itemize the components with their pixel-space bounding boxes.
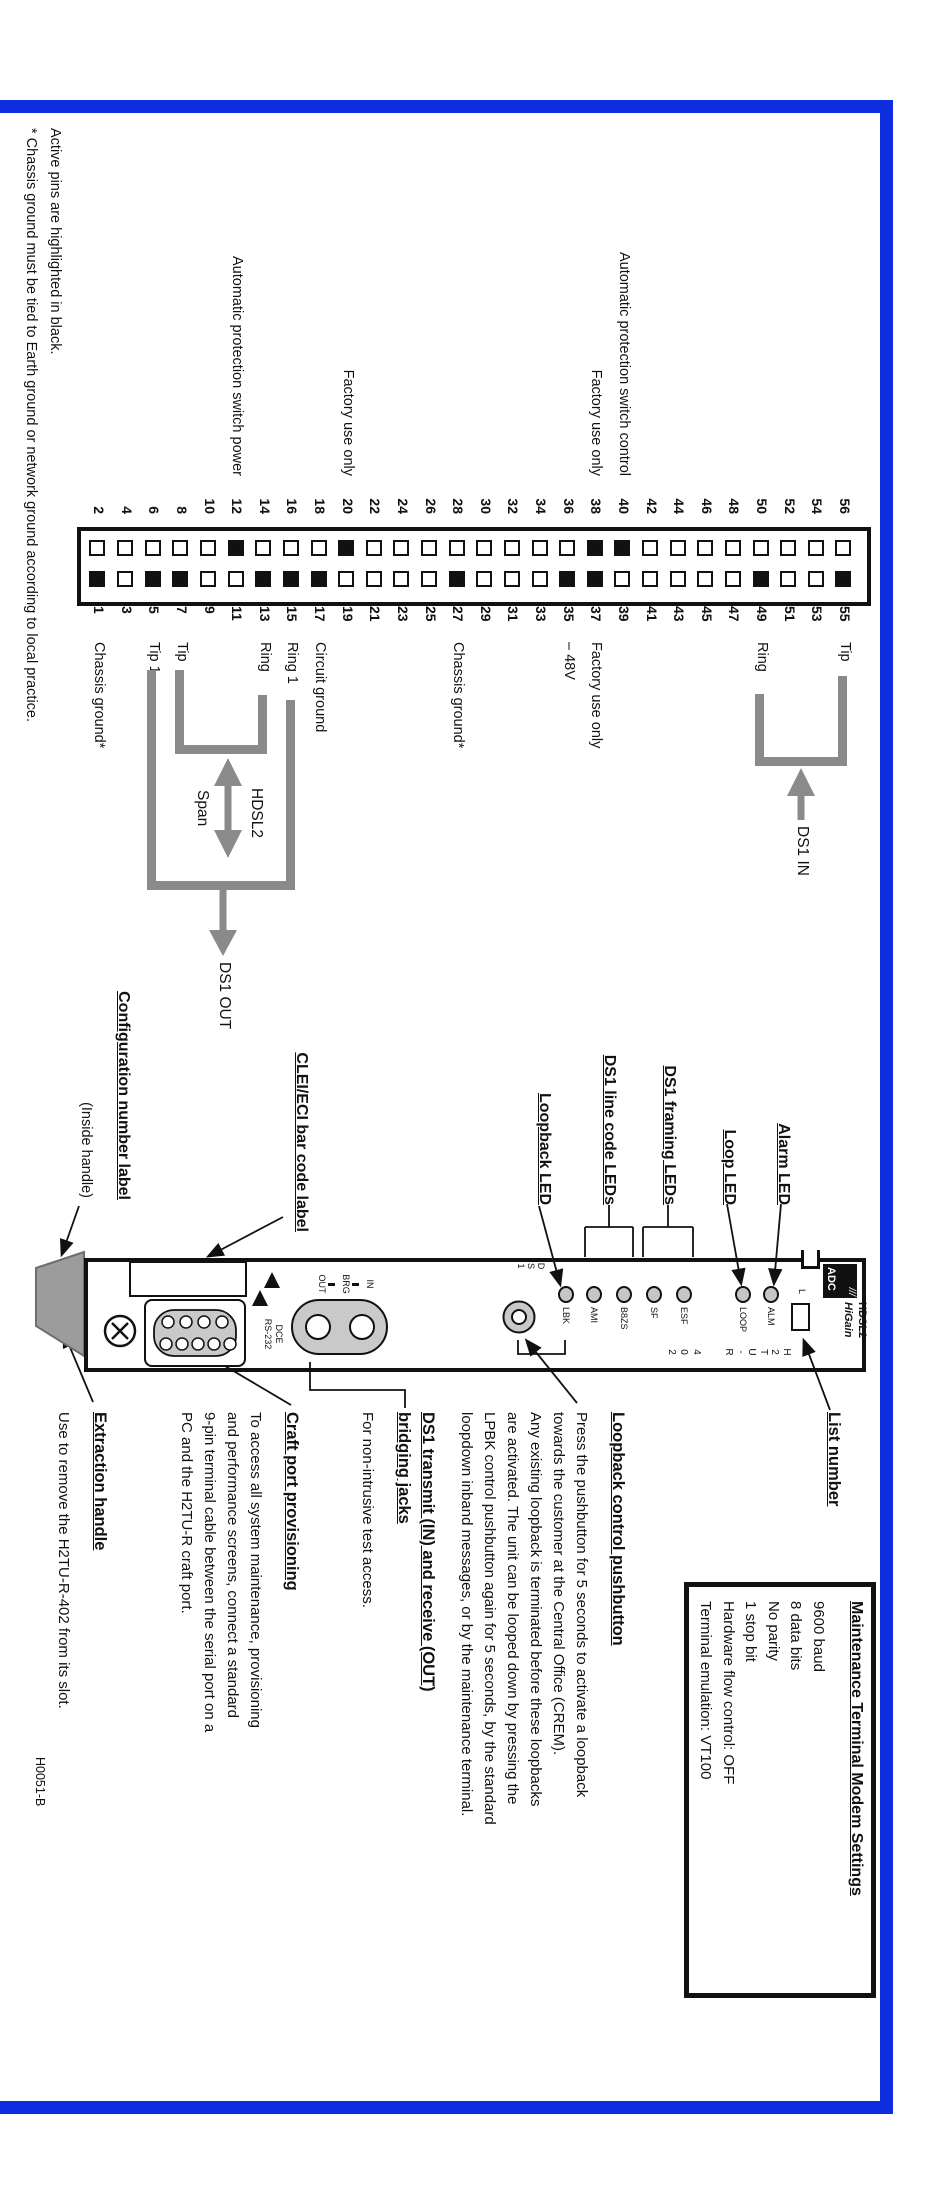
modem-setting-1: 8 data bits: [787, 1601, 805, 1671]
block-loopback: [455, 1412, 630, 1825]
pin-number-39: 39: [615, 606, 632, 622]
pin-number-40: 40: [615, 498, 632, 514]
brand-line-bottom: HiGain: [842, 1302, 854, 1338]
pin-number-53: 53: [809, 606, 826, 622]
jack-out-hole: [306, 1315, 330, 1339]
pin-number-20: 20: [339, 498, 356, 514]
hdsl2-span-bracket: [180, 670, 263, 750]
pin-number-33: 33: [533, 606, 550, 622]
model-char-2: T: [757, 1348, 769, 1356]
ds1-in-label: DS1 IN: [794, 826, 811, 876]
model-char-5: R: [723, 1348, 734, 1356]
led-label-lbk: LBK: [561, 1307, 571, 1325]
led-label-loop: LOOP: [738, 1307, 748, 1333]
modem-setting-0: 9600 baud: [810, 1601, 827, 1672]
loop-led-arrow: [727, 1204, 741, 1283]
ds1-out-label: DS1 OUT: [216, 962, 233, 1030]
ds1-in-bracket: [760, 676, 843, 762]
pin-number-27: 27: [450, 606, 467, 622]
led-label-sf: SF: [649, 1307, 659, 1319]
pin-number-36: 36: [560, 498, 577, 514]
pin-label-38: Factory use only: [588, 369, 605, 476]
led-lbk: [558, 1286, 574, 1303]
span-arrowhead-right: [214, 830, 242, 858]
pin-number-34: 34: [533, 498, 550, 514]
pin-number-30: 30: [477, 498, 494, 514]
ds1-in-arrowhead: [787, 768, 815, 796]
pin-number-9: 9: [201, 606, 218, 614]
led-esf: [676, 1286, 692, 1303]
loopback-button-arrow: [527, 1341, 577, 1403]
led-ami: [586, 1286, 602, 1303]
jack-label-divider-1: [329, 1283, 336, 1286]
pin-number-29: 29: [477, 606, 494, 622]
block-list_number-heading-0: List number: [825, 1412, 843, 1507]
pin-number-25: 25: [422, 606, 439, 622]
modem-setting-5: Terminal emulation: VT100: [697, 1601, 715, 1780]
pin-label-27: Chassis ground*: [450, 642, 467, 749]
callout-alarm-led: Alarm LED: [775, 1123, 792, 1205]
block-ds1jacks-heading-0: DS1 transmit (IN) and receive (OUT): [419, 1412, 437, 1692]
ds1-char-2: 1: [516, 1263, 526, 1269]
led-sf: [646, 1286, 662, 1303]
config-label-arrow: [62, 1206, 79, 1254]
callout-inside-handle: (Inside handle): [78, 1102, 94, 1198]
footnote-active-pins: Active pins are highlighted in black.: [47, 128, 63, 355]
pin-number-49: 49: [754, 606, 771, 622]
pin-label-17: Circuit ground: [312, 642, 329, 733]
span-label: Span: [194, 790, 211, 827]
pin-label-13: Ring: [256, 642, 273, 672]
callout-configuration-number-label: Configuration number label: [115, 991, 132, 1200]
modem-setting-2: No parity: [765, 1601, 782, 1662]
pin-number-11: 11: [229, 606, 246, 621]
block-craft: [175, 1412, 304, 1732]
callout-loop-led: Loop LED: [721, 1129, 738, 1205]
pin-label-12: Automatic protection switch power: [229, 255, 246, 476]
pin-number-21: 21: [367, 606, 384, 622]
pin-number-52: 52: [781, 498, 798, 514]
ds1-char-0: D: [536, 1262, 546, 1270]
pin-number-23: 23: [394, 606, 411, 622]
pin-number-31: 31: [505, 606, 522, 622]
pin-label-1: Chassis ground*: [91, 642, 107, 749]
block-loopback-line-3: are activated. The unit can be looped down by pressing the: [504, 1412, 521, 1805]
pin-number-14: 14: [256, 498, 273, 514]
pin-number-7: 7: [173, 606, 190, 614]
pin-number-37: 37: [588, 606, 605, 622]
pin-label-5: Tip 1: [146, 642, 163, 674]
pin-number-3: 3: [118, 606, 135, 614]
list-number-window: [791, 1303, 810, 1331]
model-char-4: -: [734, 1350, 746, 1354]
block-loopback-line-0: Press the pushbutton for 5 seconds to activate a loopback: [573, 1412, 590, 1798]
block-craft-heading-0: Craft port provisioning: [283, 1412, 301, 1591]
callout-loopback-led: Loopback LED: [536, 1092, 553, 1205]
jack-label-divider-0: [353, 1283, 360, 1286]
model-char-3: U: [746, 1348, 758, 1356]
led-alm: [763, 1286, 779, 1303]
pin-number-45: 45: [698, 606, 715, 622]
pin-number-32: 32: [505, 498, 522, 514]
jack-in-hole: [350, 1315, 374, 1339]
adc-logo-text: ADC: [825, 1267, 837, 1291]
hdsl2-label: HDSL2: [248, 788, 265, 838]
model-char-0: H: [781, 1348, 792, 1356]
modem-setting-3: 1 stop bit: [742, 1601, 760, 1662]
ds1-out-arrowhead: [209, 930, 237, 956]
block-loopback-line-5: loopdown inband messages, or by the maintenance terminal.: [458, 1412, 475, 1817]
block-craft-line-0: To access all system maintenance, provisioning: [247, 1412, 264, 1728]
pin-label-55: Tip: [837, 642, 853, 662]
model-char-1: 2: [769, 1349, 781, 1355]
pin-number-38: 38: [588, 498, 605, 514]
listnum-char-1: 0: [678, 1349, 690, 1355]
pin-label-35: – 48V: [560, 642, 577, 680]
block-craft-line-2: 9-pin terminal cable between the serial port on a: [201, 1412, 218, 1733]
jack-label-brg: BRG: [341, 1274, 351, 1294]
led-b8zs: [616, 1286, 632, 1303]
pin-number-13: 13: [256, 606, 273, 622]
adc-logo-slashes: ///: [846, 1287, 857, 1296]
adc-logo: [823, 1264, 857, 1298]
pin-number-22: 22: [367, 498, 384, 514]
footnote-chassis-ground: * Chassis ground must be tied to Earth ground or network ground according to local practice.: [23, 128, 39, 723]
esd-warning-icon-1: [264, 1272, 280, 1288]
block-loopback-heading-0: Loopback control pushbutton: [609, 1412, 627, 1646]
pin-number-4: 4: [118, 506, 135, 514]
pin-number-51: 51: [781, 606, 798, 622]
pin-number-47: 47: [726, 606, 743, 622]
pin-number-5: 5: [146, 606, 163, 614]
pin-number-15: 15: [284, 606, 301, 622]
brand-line-top: HDSL2: [856, 1302, 868, 1339]
pin-label-15: Ring 1: [284, 642, 301, 684]
pin-number-1: 1: [91, 606, 107, 614]
led-loop: [735, 1286, 751, 1303]
pin-label-40: Automatic protection switch control: [615, 251, 632, 476]
callout-ds1-linecode-leds: DS1 line code LEDs: [601, 1054, 618, 1205]
alarm-led-arrow: [774, 1204, 781, 1283]
pin-label-7: Tip: [173, 642, 190, 662]
modem-setting-4: Hardware flow control: OFF: [720, 1601, 737, 1785]
dce-label: DCE: [274, 1324, 284, 1344]
jack-label-in: IN: [365, 1279, 375, 1289]
lbk-group-bracket: [518, 1340, 565, 1354]
loopback-pushbutton-center: [512, 1310, 526, 1324]
pin-number-55: 55: [837, 606, 853, 622]
block-loopback-line-4: LPBK control pushbutton again for 5 seconds, by the standard: [481, 1412, 498, 1825]
block-extraction-line-0: Use to remove the H2TU-R-402 from its slot.: [55, 1412, 72, 1709]
block-craft-line-1: and performance screens, connect a standard: [224, 1412, 241, 1719]
span-arrowhead-left: [214, 758, 242, 786]
pin-number-17: 17: [312, 606, 329, 622]
pin-number-18: 18: [312, 498, 329, 514]
extraction-handle-shape: [36, 1252, 84, 1356]
pin-number-46: 46: [698, 498, 715, 514]
led-label-alm: ALM: [766, 1307, 776, 1326]
pin-number-43: 43: [671, 606, 688, 622]
pin-number-6: 6: [146, 506, 163, 514]
led-label-b8zs: B8ZS: [619, 1307, 629, 1330]
block-loopback-line-1: towards the customer at the Central Office (CREM).: [550, 1412, 567, 1756]
esd-warning-icon-2: [252, 1290, 268, 1306]
pin-number-41: 41: [643, 606, 660, 622]
led-label-esf: ESF: [679, 1307, 689, 1325]
pin-label-37: Factory use only: [588, 642, 605, 749]
linecode-leds-bracket: [585, 1205, 633, 1257]
modem-settings-box: [684, 1582, 876, 1998]
pin-number-35: 35: [560, 606, 577, 622]
clei-barcode-label-blank: [129, 1261, 247, 1297]
faceplate-notch: [801, 1250, 820, 1269]
listnum-char-0: 4: [691, 1349, 702, 1355]
pin-number-24: 24: [394, 498, 411, 514]
drawing-number: H0051-B: [33, 1757, 47, 1807]
block-extraction-heading-0: Extraction handle: [91, 1412, 109, 1551]
pin-number-54: 54: [809, 498, 826, 514]
block-extraction: [52, 1412, 112, 1709]
pin-number-42: 42: [643, 498, 660, 514]
list-letter: L: [797, 1289, 807, 1295]
faceplate-bottom-cap: [84, 1258, 88, 1372]
ds1-char-1: S: [526, 1262, 536, 1269]
block-list_number: [822, 1412, 846, 1506]
list-number-arrow: [804, 1341, 830, 1410]
pin-number-44: 44: [671, 498, 688, 514]
block-craft-line-3: PC and the H2TU-R craft port.: [178, 1412, 195, 1614]
jack-label-out: OUT: [317, 1274, 327, 1294]
led-label-ami: AMI: [589, 1307, 599, 1324]
block-ds1jacks-heading-1: bridging jacks: [395, 1412, 413, 1524]
pin-number-19: 19: [339, 606, 356, 622]
pin-number-12: 12: [229, 498, 246, 514]
listnum-char-2: 2: [666, 1349, 677, 1355]
block-loopback-line-2: Any existing loopback is terminated before these loopbacks: [527, 1412, 544, 1807]
pin-label-20: Factory use only: [339, 369, 356, 476]
pin-number-48: 48: [726, 498, 743, 514]
block-ds1jacks: [356, 1412, 440, 1692]
rs232-label: RS-232: [263, 1318, 273, 1350]
callout-ds1-framing-leds: DS1 framing LEDs: [661, 1065, 678, 1205]
pin-number-2: 2: [91, 506, 107, 514]
callout-clei-barcode-label: CLEI/ECI bar code label: [293, 1052, 310, 1232]
framing-leds-bracket: [643, 1205, 693, 1257]
pin-number-26: 26: [422, 498, 439, 514]
pin-number-10: 10: [201, 498, 218, 514]
modem-settings-title: Maintenance Terminal Modem Settings: [848, 1601, 865, 1896]
pin-number-8: 8: [173, 506, 190, 514]
pin-number-28: 28: [450, 498, 467, 514]
pin-number-56: 56: [837, 498, 853, 514]
faceplate-right-edge: [84, 1368, 864, 1372]
pin-label-49: Ring: [754, 642, 771, 672]
pin-number-50: 50: [754, 498, 771, 514]
pin-number-16: 16: [284, 498, 301, 514]
clei-label-arrow: [209, 1217, 283, 1256]
block-ds1jacks-line-0: For non-intrusive test access.: [359, 1412, 376, 1608]
